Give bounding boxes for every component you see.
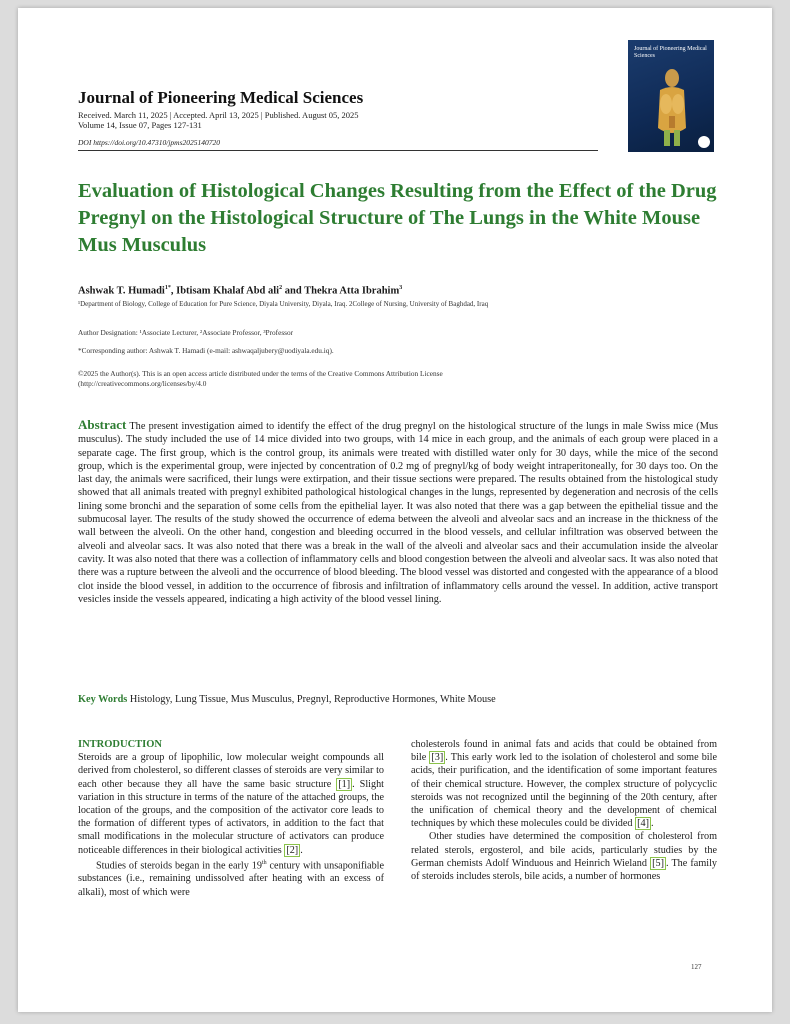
publication-meta bbox=[78, 110, 358, 130]
paragraph: cholesterols found in animal fats and acids that could be obtained from bile [3] . This early work led to the isolation of cholesterol and some bile acids, their purification, and the identification of some important features of their chemical structure. However, the complex structure of polycyclic steroids was not recognized until the beginning of the 20th century, after the unification of chemical theory and the development of chemical techniques by which these molecules could be divided [4] . bbox=[411, 739, 717, 830]
left-column bbox=[78, 738, 384, 899]
keywords-section bbox=[78, 694, 496, 705]
doi-link[interactable]: DOI https://doi.org/10.47310/jpms2025140720 bbox=[78, 138, 221, 147]
paragraph: Steroids are a group of lipophilic, low molecular weight compounds all derived from cholesterol, so different classes of steroids are very similar to each other because they all have the same basic structure [1] . Slight variation in this structure in terms of the nature of the attached groups, the location of the groups, and the composition of the activator core leads to the formation of different types of activators, in addition to the fact that small modifications in the molecular structure of activators can produce noticeable differences in their biological activities [2] . bbox=[78, 752, 384, 856]
author-name: Ashwak T. Humadi bbox=[78, 285, 165, 297]
abstract-label: Abstract bbox=[78, 417, 127, 432]
paper-page bbox=[18, 8, 772, 1012]
author-separator: and bbox=[282, 285, 305, 297]
author-name: Thekra Atta Ibrahim bbox=[304, 285, 400, 297]
anatomy-illustration-icon bbox=[652, 68, 692, 146]
license-notice bbox=[78, 369, 698, 389]
section-heading: INTRODUCTION bbox=[78, 739, 163, 750]
abstract-section bbox=[78, 418, 718, 606]
license-link[interactable]: (http://creativecommons.org/licenses/by/4.0 bbox=[78, 379, 207, 388]
keywords-label: Key Words bbox=[78, 694, 128, 705]
paragraph: Studies of steroids began in the early 19th century with unsaponifiable substances (i.e., remaining undissolved after heating with an excess of alkali), most of which were bbox=[78, 859, 385, 898]
right-column bbox=[411, 738, 717, 883]
author-sup: 3 bbox=[399, 285, 403, 291]
author-sup: 1* bbox=[164, 285, 171, 291]
author-sup: 2 bbox=[279, 285, 283, 291]
publisher-logo-icon bbox=[698, 136, 710, 148]
author-designation: Author Designation: ¹Associate Lecturer, ²Associate Professor, ³Professor bbox=[78, 328, 294, 337]
author-name: Ibtisam Khalaf Abd ali bbox=[176, 285, 280, 297]
citation-link[interactable]: [1] bbox=[338, 778, 351, 790]
page-number: 127 bbox=[691, 963, 702, 971]
citation-link[interactable]: [3] bbox=[431, 752, 444, 764]
citation-link[interactable]: [2] bbox=[286, 844, 299, 856]
header-divider bbox=[78, 150, 598, 151]
volume-info: Volume 14, Issue 07, Pages 127-131 bbox=[78, 120, 202, 130]
publication-dates: Received. March 11, 2025 | Accepted. April 13, 2025 | Published. August 05, 2025 bbox=[78, 110, 359, 120]
journal-name: Journal of Pioneering Medical Sciences bbox=[78, 88, 364, 107]
citation-link[interactable]: [4] bbox=[637, 818, 649, 830]
cover-title: Journal of Pioneering Medical Sciences bbox=[634, 46, 707, 59]
corresponding-author: *Corresponding author: Ashwak T. Hamadi (e-mail: ashwaqaljubery@uodiyala.edu.iq). bbox=[78, 346, 334, 355]
keywords-text: Histology, Lung Tissue, Mus Musculus, Pregnyl, Reproductive Hormones, White Mouse bbox=[129, 694, 496, 705]
paragraph: Other studies have determined the composition of cholesterol from related sterols, ergosterol, and bile acids, particularly studies by the German chemists Adolf Winduous and Heinrich Wieland [5] . The family of steroids includes sterols, bile acids, a number of hormones bbox=[411, 831, 718, 883]
license-line: ©2025 the Author(s). This is an open access article distributed under the terms of the Creative Commons Attribution License bbox=[78, 369, 443, 378]
abstract-text: The present investigation aimed to identify the effect of the drug pregnyl on the histological structure of the lungs in male Swiss mice (Mus musculus). The study included the use of 14 mice divided into two groups, with 14 mice in each group, and the animals of each group were placed in a separate cage. The first group, which is the control group, its animals were treated with distilled water only for 30 days, while the mice of the second group, which is the experimental group, were injected by concentration of 0.2 mg of pregnyl/kg of body weight intraperitoneally, for 30 days too. On the last day, the animals were sacrificed, their lungs were extirpation, and their tissue sections were prepared. The results obtained from the histological study showed that all animals treated with pregnyl exhibited pathological histological changes in the lungs, represented by degeneration and necrosis of the cells lining some bronchi and the separation of some cells from the epithelial layer. It was also noted that there was a gap between the epithelial tissue and the submucosal layer. The results of the study showed the occurrence of edema between the alveoli and alveolar sacs and an increase in the thickness of the wall between the alveoli. On the other hand, congestion and bleeding occurred in the blood vessels, and cellular infiltration was observed between the alveoli and alveolar sacs. It was also noted that there was a break in the wall of the alveoli and alveolar sacs and their accumulation inside the alveolar cavity. It was also noted that there was a collection of inflammatory cells and blood congestion between the alveoli and alveolar sacs. It was also noted that there was a rupture between the alveoli and the occurrence of blood bleeding. The blood vessel was distorted and congested with the appearance of a blood clot inside the blood vessel, in addition to the occurrence of fibrosis and infiltration of inflammatory cells around the vessel. In addition, active transport vesicles inside the vessels appeared, indicating a high activity of the blood vessel lining. bbox=[78, 421, 719, 605]
citation-link[interactable]: [5] bbox=[652, 857, 664, 869]
article-title: Evaluation of Histological Changes Resulting from the Effect of the Drug Pregnyl on the Histological Structure of The Lungs in the White Mouse Mus Musculus bbox=[78, 180, 717, 256]
affiliation: ¹Department of Biology, College of Education for Pure Science, Diyala University, Diyala, Iraq. 2College of Nursing, University of Baghdad, Iraq bbox=[78, 300, 489, 308]
author-separator: , bbox=[170, 285, 177, 297]
journal-cover-image bbox=[628, 40, 714, 152]
author-list bbox=[78, 285, 402, 297]
